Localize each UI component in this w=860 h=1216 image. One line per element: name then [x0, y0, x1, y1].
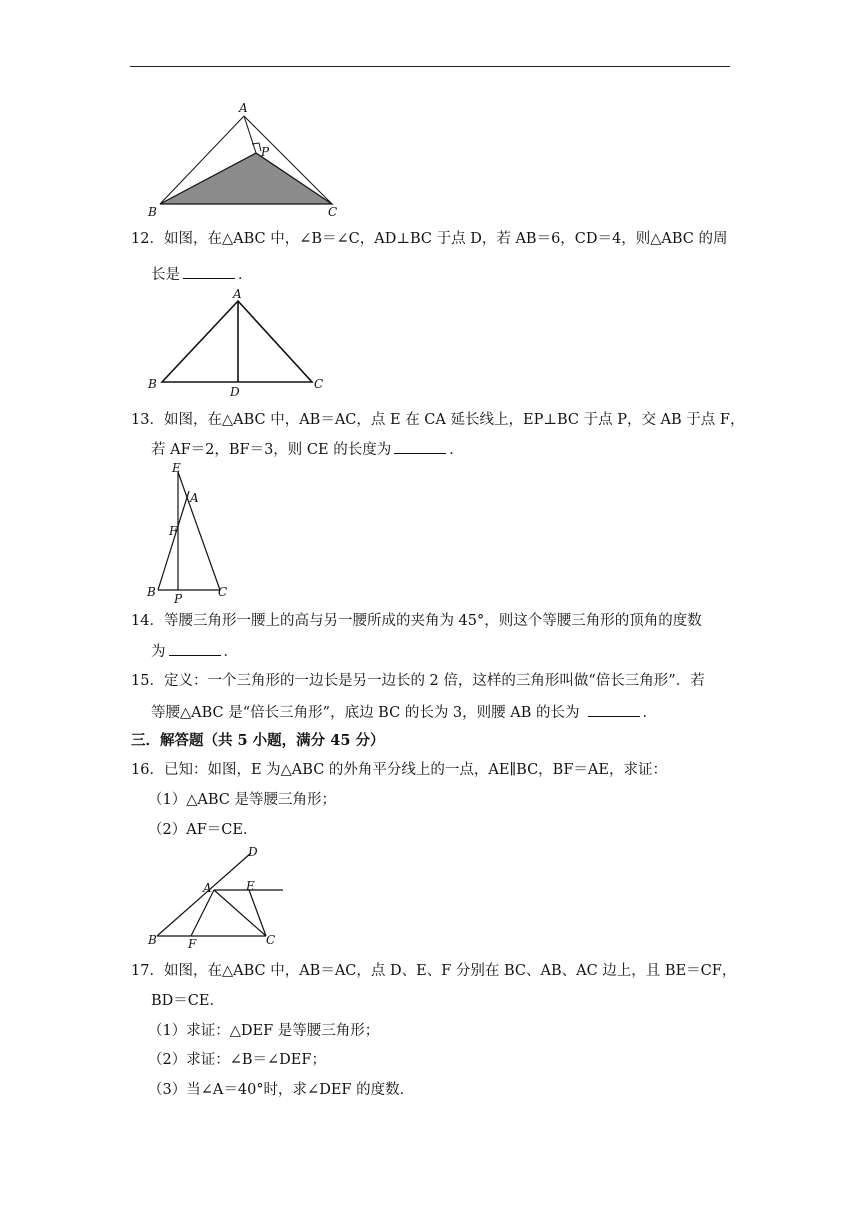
section-heading: 三．解答题（共 5 小题，满分 45 分） — [131, 732, 385, 749]
q14-line2-end: ． — [223, 644, 238, 660]
figure-q16 — [140, 843, 290, 953]
label-p: P — [261, 145, 270, 159]
q15-line1: 15．定义：一个三角形的一边长是另一边长的 2 倍，这样的三角形叫做“倍长三角形”．若 — [131, 673, 705, 689]
q17-part2: （2）求证：∠B＝∠DEF； — [148, 1052, 326, 1068]
header-rule — [130, 66, 730, 67]
label-f: F — [169, 524, 178, 538]
answer-blank — [394, 439, 446, 454]
q13-line2 — [151, 439, 464, 460]
label-e: E — [172, 461, 181, 475]
label-f: F — [188, 937, 197, 951]
label-b: B — [147, 585, 156, 599]
q16-line1: 16．已知：如图，E 为△ABC 的外角平分线上的一点，AE∥BC，BF＝AE，求证： — [131, 762, 667, 778]
label-c: C — [218, 585, 228, 599]
q12-line1: 12．如图，在△ABC 中，∠B＝∠C，AD⊥BC 于点 D，若 AB＝6，CD＝4，则△ABC 的周 — [131, 231, 728, 247]
label-a: A — [203, 881, 212, 895]
label-b: B — [148, 205, 157, 219]
q16-part1: （1）△ABC 是等腰三角形； — [148, 792, 336, 808]
label-b: B — [148, 377, 157, 391]
q17-line1: 17．如图，在△ABC 中，AB＝AC，点 D、E、F 分别在 BC、AB、AC 边上，且 BE＝CF， — [131, 963, 737, 979]
label-a: A — [233, 287, 242, 301]
label-d: D — [248, 845, 258, 859]
label-e: E — [246, 879, 255, 893]
figure-q11 — [140, 98, 350, 222]
q17-part3: （3）当∠A＝40°时，求∠DEF 的度数． — [148, 1082, 415, 1098]
q15-line2 — [151, 702, 657, 723]
q15-line2-end: ． — [642, 705, 657, 721]
label-a: A — [239, 101, 248, 115]
label-d: D — [230, 385, 240, 399]
label-b: B — [148, 933, 157, 947]
figure-q13 — [140, 460, 240, 605]
q12-line2-end: ． — [238, 267, 253, 283]
figure-q12 — [140, 284, 340, 400]
q15-line2-text: 等腰△ABC 是“倍长三角形”，底边 BC 的长为 3，则腰 AB 的长为 — [151, 705, 580, 721]
answer-blank — [588, 702, 640, 717]
q13-line2-text: 若 AF＝2，BF＝3，则 CE 的长度为 — [151, 442, 392, 458]
label-a: A — [190, 491, 199, 505]
q17-part1: （1）求证：△DEF 是等腰三角形； — [148, 1023, 380, 1039]
q14-line2-text: 为 — [151, 644, 166, 660]
q17-line2: BD＝CE． — [151, 993, 224, 1009]
label-c: C — [266, 933, 276, 947]
label-p: P — [174, 592, 183, 606]
q16-part2: （2）AF＝CE． — [148, 822, 258, 838]
q13-line2-end: ． — [449, 442, 464, 458]
answer-blank — [169, 641, 221, 656]
q12-line2-text: 长是 — [151, 267, 180, 283]
q14-line1: 14．等腰三角形一腰上的高与另一腰所成的夹角为 45°，则这个等腰三角形的顶角的度数 — [131, 613, 702, 629]
label-c: C — [328, 205, 338, 219]
q14-line2 — [151, 641, 238, 662]
q13-line1: 13．如图，在△ABC 中，AB＝AC，点 E 在 CA 延长线上，EP⊥BC 于点 P，交 AB 于点 F， — [131, 412, 745, 428]
label-c: C — [314, 377, 324, 391]
q12-line2 — [151, 264, 253, 285]
answer-blank — [183, 264, 235, 279]
